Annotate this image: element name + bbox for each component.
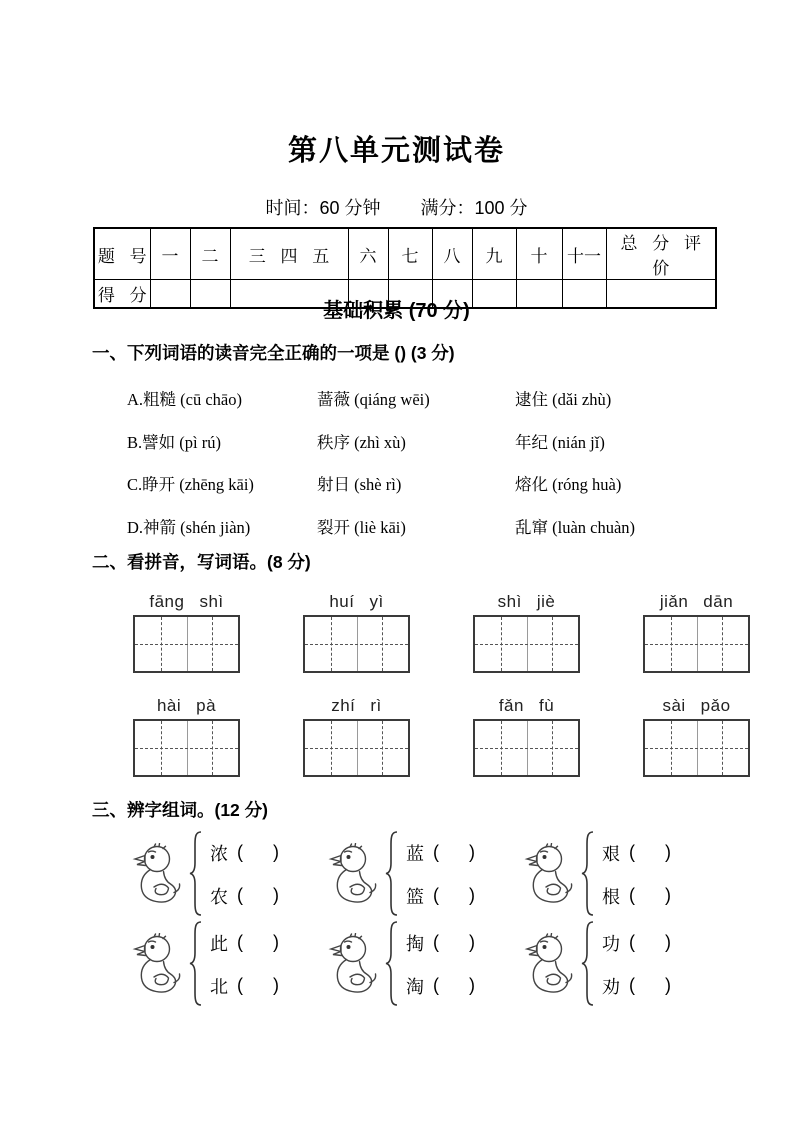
score-table-col: 一 xyxy=(150,228,190,280)
pinyin-cell xyxy=(303,693,410,777)
page-title: 第八单元测试卷 xyxy=(287,135,505,167)
pinyin-cell xyxy=(473,693,580,777)
option-item: 年纪 (nián jǐ) xyxy=(515,432,605,452)
answer-blank[interactable] xyxy=(439,852,469,853)
char-label: 浓 xyxy=(210,843,228,864)
pinyin-cell xyxy=(133,693,240,777)
answer-blank[interactable] xyxy=(243,985,273,986)
char-label: 蓝 xyxy=(406,843,424,864)
score-table-col: 二 xyxy=(190,228,230,280)
duck-icon xyxy=(326,843,378,905)
score-table-col: 六 xyxy=(348,228,388,280)
char-pair-group: 掏 ( ) 淘 ( ) xyxy=(326,920,522,1008)
option-row-a xyxy=(127,377,635,420)
char-label: 劝 xyxy=(602,976,620,997)
answer-blank[interactable] xyxy=(635,895,665,896)
char-label: 根 xyxy=(602,886,620,907)
writing-grid[interactable] xyxy=(133,615,240,673)
duck-icon xyxy=(326,933,378,995)
option-item: 乱窜 (luàn chuàn) xyxy=(515,517,636,537)
score-table-col: 十一 xyxy=(562,228,606,280)
char-label: 功 xyxy=(602,933,620,954)
brace-icon xyxy=(384,920,400,1008)
option-row-c xyxy=(127,462,635,505)
duck-icon xyxy=(522,933,574,995)
pinyin-cell xyxy=(643,589,750,673)
answer-blank[interactable] xyxy=(635,942,665,943)
score-table-header-row xyxy=(94,228,716,280)
pinyin-grid-row xyxy=(133,589,750,673)
answer-blank[interactable] xyxy=(439,942,469,943)
answer-blank[interactable] xyxy=(243,895,273,896)
writing-grid[interactable] xyxy=(473,719,580,777)
char-pair-group: 此 ( ) 北 ( ) xyxy=(130,920,326,1008)
writing-grid[interactable] xyxy=(643,719,750,777)
question-1-title: 一、下列词语的读音完全正确的一项是 () (3 分) xyxy=(92,343,455,363)
writing-grid[interactable] xyxy=(133,719,240,777)
char-pair-group: 浓 ( ) 农 ( ) xyxy=(130,830,326,918)
option-item: 射日 (shè rì) xyxy=(317,475,402,495)
score-table-col: 三 四 五 xyxy=(230,228,348,280)
option-item: D.神箭 (shén jiàn) xyxy=(127,517,251,537)
pinyin-label: sài pǎo xyxy=(662,696,731,715)
score-table-col: 七 xyxy=(388,228,432,280)
question-1-options xyxy=(127,377,635,547)
question-3-title: 三、辨字组词。(12 分) xyxy=(92,800,268,820)
option-item: C.睁开 (zhēng kāi) xyxy=(127,475,254,495)
pinyin-label: jiǎn dān xyxy=(659,592,734,611)
exam-time: 时间：60 分钟 xyxy=(265,198,381,218)
option-item: 蔷薇 (qiáng wēi) xyxy=(317,390,430,410)
option-item: 熔化 (róng huà) xyxy=(515,475,622,495)
char-label: 此 xyxy=(210,933,228,954)
score-table-col: 十 xyxy=(516,228,562,280)
score-table-col: 八 xyxy=(432,228,472,280)
option-item: 秩序 (zhì xù) xyxy=(317,432,406,452)
option-item: 裂开 (liè kāi) xyxy=(317,517,406,537)
brace-icon xyxy=(188,830,204,918)
option-item: B.譬如 (pì rú) xyxy=(127,432,221,452)
option-row-b xyxy=(127,420,635,463)
pinyin-cell xyxy=(303,589,410,673)
char-label: 掏 xyxy=(406,933,424,954)
answer-blank[interactable] xyxy=(635,852,665,853)
char-pair-row xyxy=(130,830,718,918)
writing-grid[interactable] xyxy=(643,615,750,673)
brace-icon xyxy=(384,830,400,918)
answer-blank[interactable] xyxy=(439,985,469,986)
writing-grid[interactable] xyxy=(303,719,410,777)
score-table-label: 得 分 xyxy=(94,280,150,309)
brace-icon xyxy=(188,920,204,1008)
exam-meta xyxy=(0,194,793,220)
option-item: A.粗糙 (cū chāo) xyxy=(127,390,243,410)
char-pair-group: 蓝 ( ) 篮 ( ) xyxy=(326,830,522,918)
char-label: 农 xyxy=(210,886,228,907)
pinyin-cell xyxy=(473,589,580,673)
writing-grid[interactable] xyxy=(303,615,410,673)
score-table-col: 九 xyxy=(472,228,516,280)
score-table-col: 总 分 评 价 xyxy=(606,228,716,280)
pinyin-label: zhí rì xyxy=(331,696,382,715)
answer-blank[interactable] xyxy=(243,852,273,853)
duck-icon xyxy=(522,843,574,905)
char-label: 艰 xyxy=(602,843,620,864)
brace-icon xyxy=(580,830,596,918)
option-row-d xyxy=(127,505,635,548)
writing-grid[interactable] xyxy=(473,615,580,673)
brace-icon xyxy=(580,920,596,1008)
exam-fullscore: 满分：100 分 xyxy=(420,198,528,218)
option-item: 逮住 (dǎi zhù) xyxy=(515,390,612,410)
pinyin-grid-row xyxy=(133,693,750,777)
answer-blank[interactable] xyxy=(243,942,273,943)
answer-blank[interactable] xyxy=(439,895,469,896)
duck-icon xyxy=(130,843,182,905)
question-2-title: 二、看拼音，写词语。(8 分) xyxy=(92,552,311,572)
section-title-basic: 基础积累 (70 分) xyxy=(323,300,470,322)
char-label: 淘 xyxy=(406,976,424,997)
duck-icon xyxy=(130,933,182,995)
pinyin-label: fǎn fù xyxy=(498,696,555,715)
char-pair-group: 艰 ( ) 根 ( ) xyxy=(522,830,718,918)
char-pair-row xyxy=(130,920,718,1008)
pinyin-cell xyxy=(643,693,750,777)
answer-blank[interactable] xyxy=(635,985,665,986)
pinyin-cell xyxy=(133,589,240,673)
char-label: 篮 xyxy=(406,886,424,907)
char-label: 北 xyxy=(210,976,228,997)
pinyin-label: fāng shì xyxy=(149,592,224,611)
pinyin-label: huí yì xyxy=(329,592,384,611)
char-pair-group: 功 ( ) 劝 ( ) xyxy=(522,920,718,1008)
pinyin-label: shì jiè xyxy=(497,592,556,611)
pinyin-label: hài pà xyxy=(156,696,217,715)
score-table-label: 题 号 xyxy=(94,228,150,280)
